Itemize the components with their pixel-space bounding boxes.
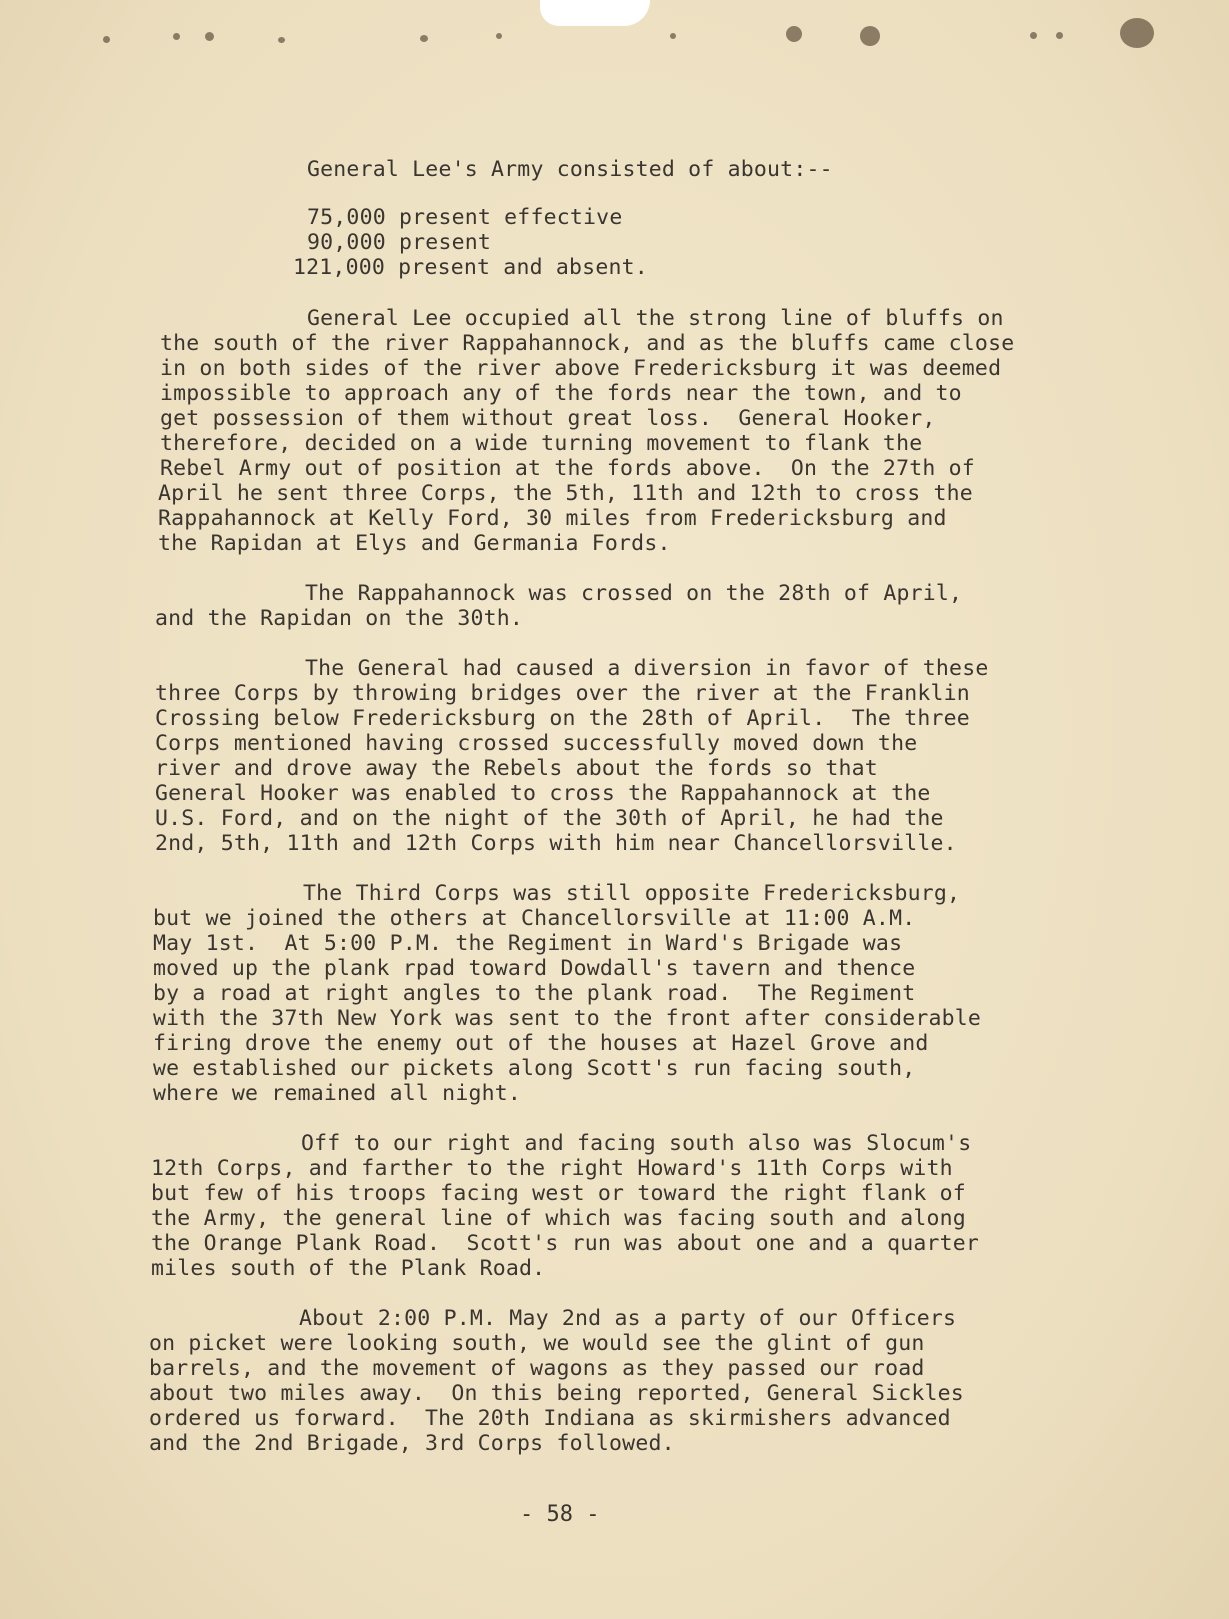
paragraph-line: Rebel Army out of position at the fords above. On the 27th of	[160, 456, 975, 481]
paragraph-line: river and drove away the Rebels about the fords so that	[155, 756, 878, 781]
paragraph-line: impossible to approach any of the fords near the town, and to	[160, 381, 962, 406]
punch-hole-icon	[1056, 32, 1063, 39]
paragraph-line: The Third Corps was still opposite Fredericksburg,	[303, 881, 961, 906]
punch-hole-icon	[173, 33, 180, 40]
punch-hole-icon	[103, 36, 110, 43]
paragraph-line: get possession of them without great loss. General Hooker,	[160, 406, 936, 431]
punch-hole-icon	[1120, 18, 1154, 48]
paper-tear	[540, 0, 650, 26]
paragraph-line: but few of his troops facing west or toward the right flank of	[151, 1181, 966, 1206]
strength-line: 75,000 present effective	[307, 205, 623, 230]
paragraph-line: Off to our right and facing south also was Slocum's	[301, 1131, 972, 1156]
paragraph-line: the Army, the general line of which was facing south and along	[151, 1206, 966, 1231]
paragraph-line: we established our pickets along Scott's run facing south,	[153, 1056, 916, 1081]
paragraph-line: Crossing below Fredericksburg on the 28th of April. The three	[155, 706, 970, 731]
paragraph-line: General Hooker was enabled to cross the Rappahannock at the	[155, 781, 931, 806]
paragraph-line: moved up the plank rpad toward Dowdall's tavern and thence	[153, 956, 916, 981]
paragraph-line: 12th Corps, and farther to the right Howard's 11th Corps with	[151, 1156, 953, 1181]
paragraph-line: U.S. Ford, and on the night of the 30th of April, he had the	[155, 806, 944, 831]
paragraph-line: May 1st. At 5:00 P.M. the Regiment in Ward's Brigade was	[153, 931, 903, 956]
paragraph-line: therefore, decided on a wide turning movement to flank the	[160, 431, 923, 456]
paragraph-line: on picket were looking south, we would see the glint of gun	[149, 1331, 925, 1356]
punch-hole-icon	[786, 26, 802, 42]
paragraph-line: with the 37th New York was sent to the front after considerable	[153, 1006, 982, 1031]
strength-line: 90,000 present	[307, 230, 492, 255]
paragraph-line: but we joined the others at Chancellorsville at 11:00 A.M.	[153, 906, 916, 931]
paragraph-line: General Lee occupied all the strong line of bluffs on	[307, 306, 1004, 331]
paragraph-line: The General had caused a diversion in favor of these	[305, 656, 989, 681]
punch-hole-icon	[1030, 32, 1037, 39]
paragraph-line: where we remained all night.	[153, 1081, 522, 1106]
paragraph-line: Corps mentioned having crossed successfully moved down the	[155, 731, 918, 756]
punch-hole-icon	[496, 33, 502, 39]
page-number: - 58 -	[520, 1502, 600, 1527]
paragraph-line: three Corps by throwing bridges over the river at the Franklin	[155, 681, 970, 706]
punch-hole-icon	[420, 35, 428, 42]
paragraph-line: and the Rapidan on the 30th.	[155, 606, 524, 631]
paragraph-line: about two miles away. On this being reported, General Sickles	[149, 1381, 964, 1406]
paragraph-line: firing drove the enemy out of the houses at Hazel Grove and	[153, 1031, 929, 1056]
punch-hole-icon	[670, 33, 676, 39]
paragraph-line: in on both sides of the river above Fredericksburg it was deemed	[160, 356, 1002, 381]
paragraph-line: Rappahannock at Kelly Ford, 30 miles from Fredericksburg and	[158, 506, 947, 531]
paragraph-line: and the 2nd Brigade, 3rd Corps followed.	[149, 1431, 675, 1456]
paragraph-line: About 2:00 P.M. May 2nd as a party of our Officers	[299, 1306, 957, 1331]
punch-hole-icon	[205, 32, 214, 41]
intro-line: General Lee's Army consisted of about:--	[307, 157, 833, 182]
paragraph-line: ordered us forward. The 20th Indiana as skirmishers advanced	[149, 1406, 951, 1431]
paragraph-line: miles south of the Plank Road.	[151, 1256, 546, 1281]
paragraph-line: barrels, and the movement of wagons as they passed our road	[149, 1356, 925, 1381]
paragraph-line: the Orange Plank Road. Scott's run was about one and a quarter	[151, 1231, 980, 1256]
paragraph-line: April he sent three Corps, the 5th, 11th and 12th to cross the	[158, 481, 973, 506]
paragraph-line: the south of the river Rappahannock, and as the bluffs came close	[160, 331, 1015, 356]
paragraph-line: by a road at right angles to the plank road. The Regiment	[153, 981, 916, 1006]
paragraph-line: the Rapidan at Elys and Germania Fords.	[158, 531, 671, 556]
punch-holes	[0, 0, 1229, 70]
paragraph-line: 2nd, 5th, 11th and 12th Corps with him near Chancellorsville.	[155, 831, 957, 856]
paragraph-line: The Rappahannock was crossed on the 28th of April,	[305, 581, 963, 606]
strength-line: 121,000 present and absent.	[293, 255, 648, 280]
punch-hole-icon	[278, 37, 285, 43]
punch-hole-icon	[860, 26, 880, 46]
